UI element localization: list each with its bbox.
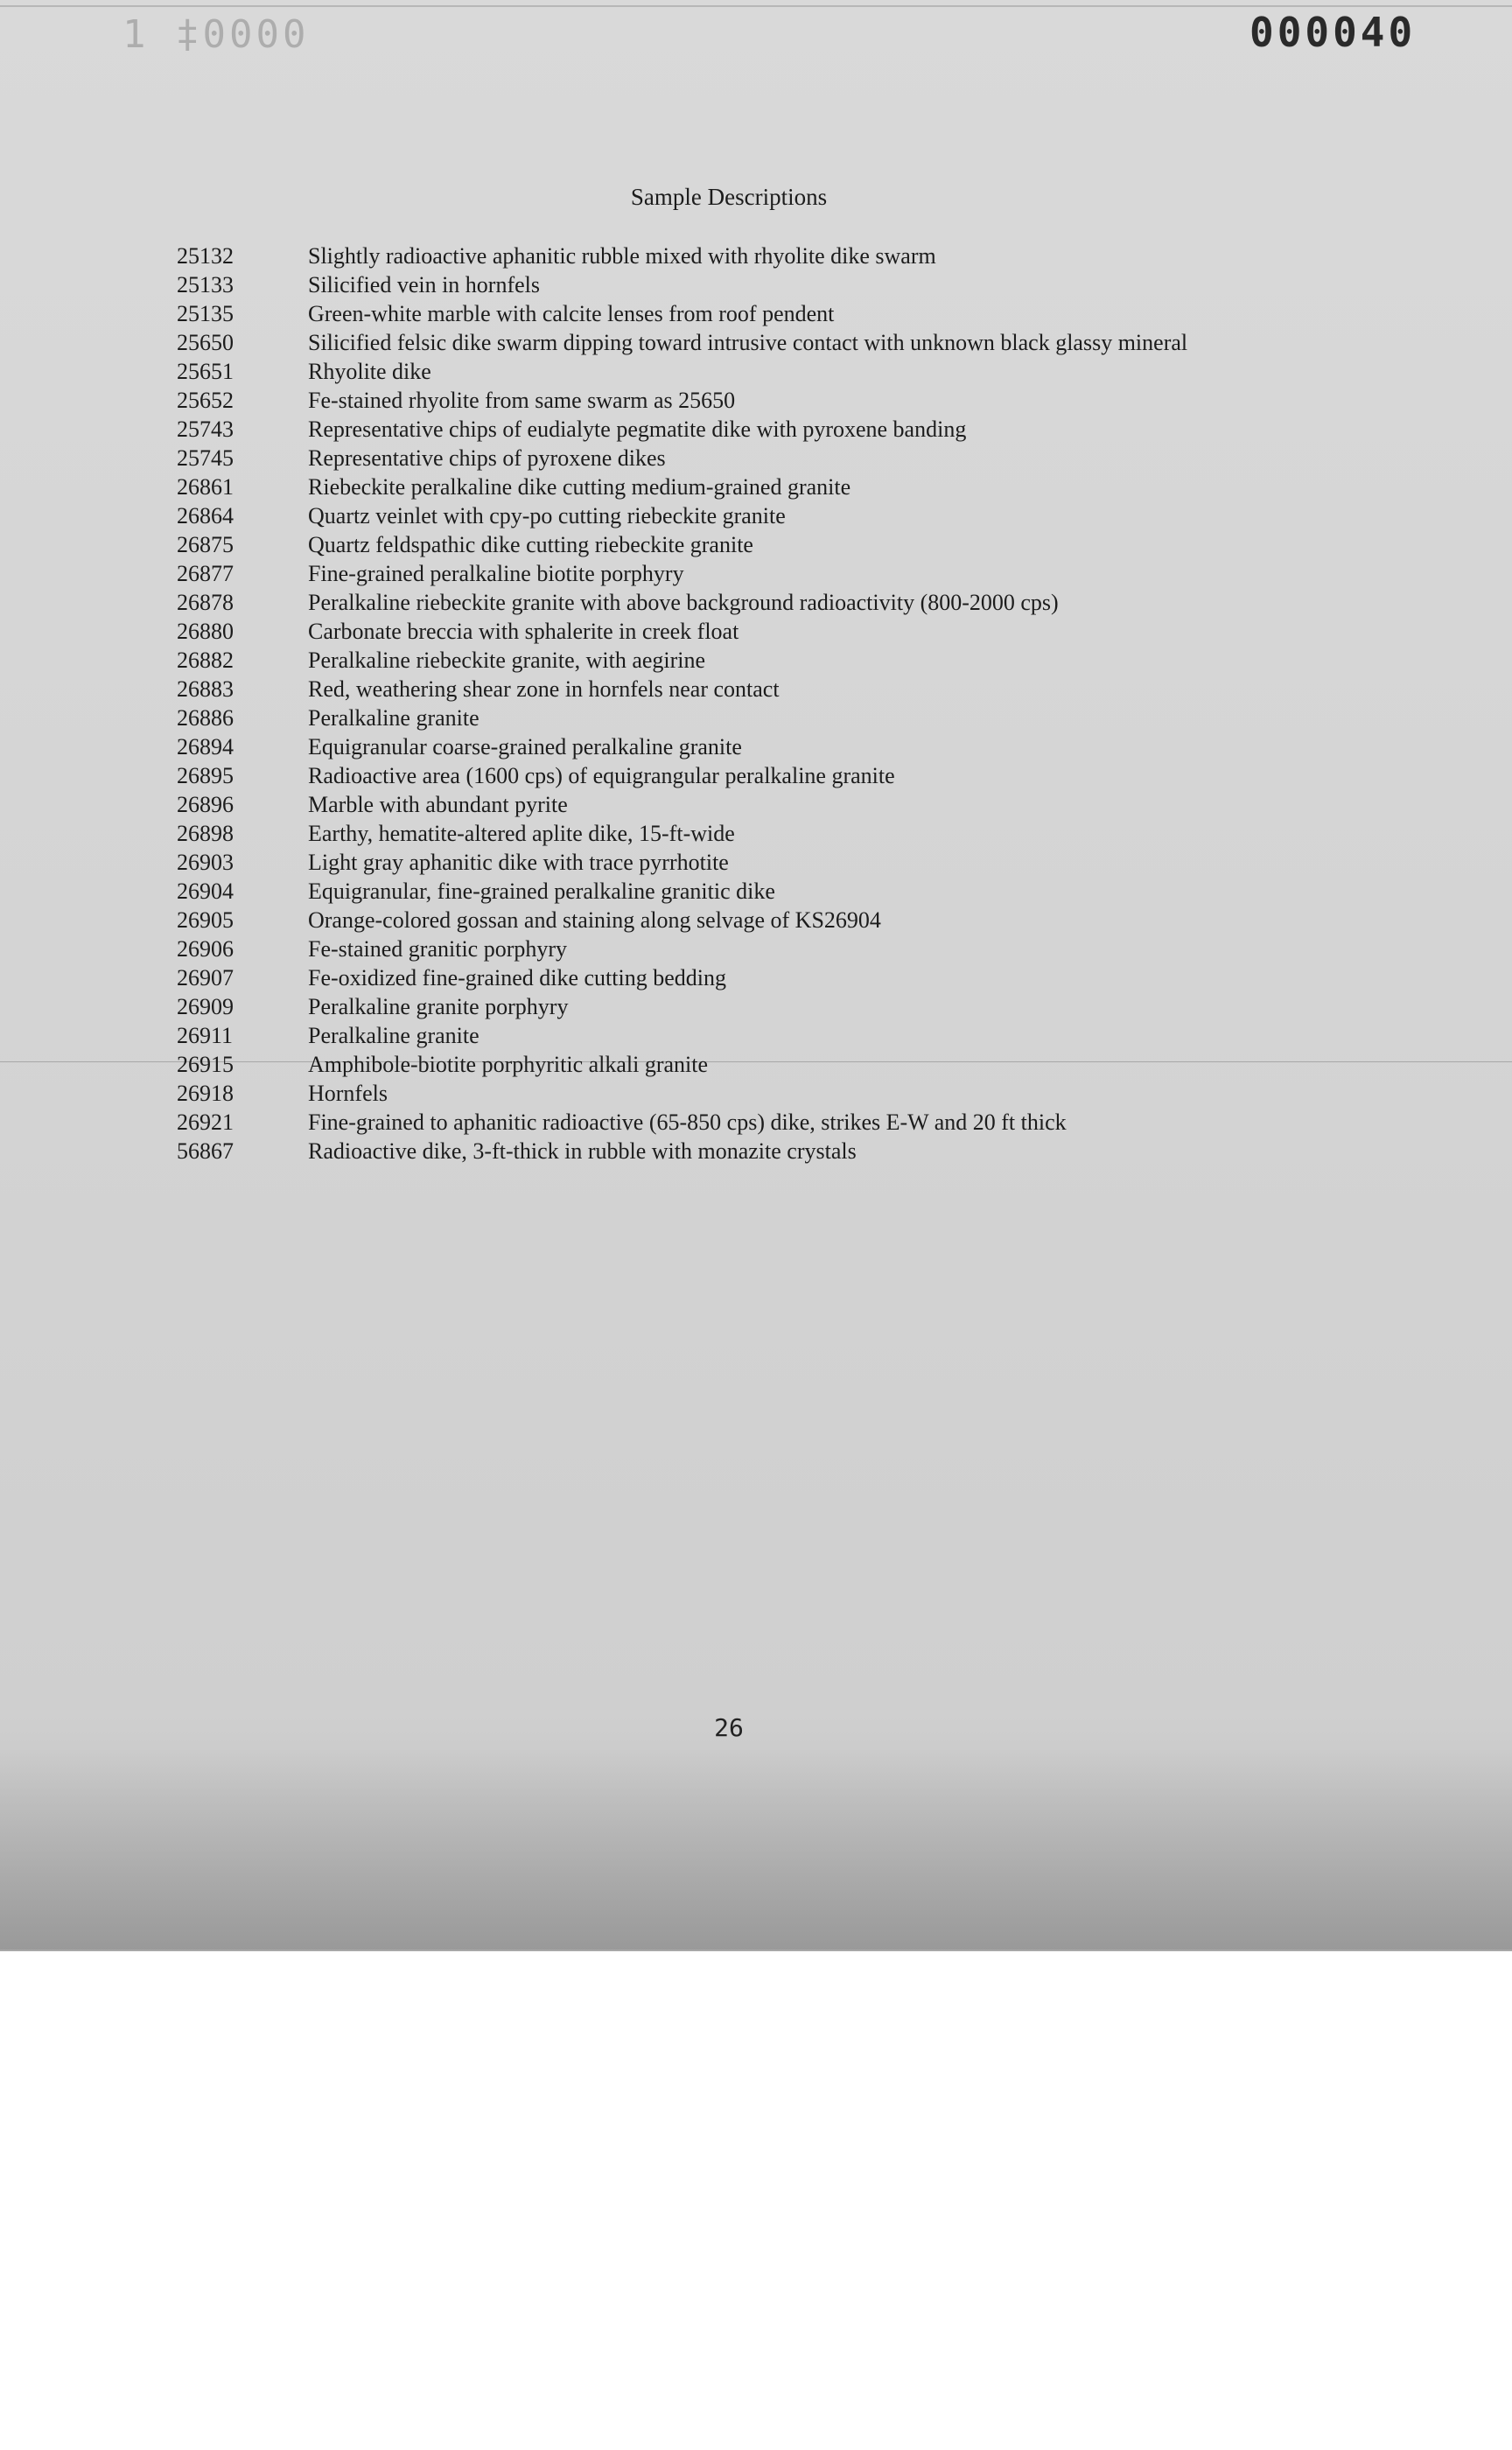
sample-description: Fe-oxidized fine-grained dike cutting bedding <box>308 964 726 990</box>
sample-description: Peralkaline granite <box>308 1022 480 1048</box>
sample-row <box>177 704 1402 732</box>
sample-row <box>177 848 1402 877</box>
sample-row <box>177 415 1402 444</box>
sample-row <box>177 934 1402 963</box>
sample-row <box>177 906 1402 934</box>
page-number: 26 <box>714 1713 744 1742</box>
sample-description: Peralkaline riebeckite granite, with aegirine <box>308 647 706 673</box>
sample-id: 26905 <box>177 906 234 933</box>
sample-description: Silicified felsic dike swarm dipping toward intrusive contact with unknown black glassy mineral <box>308 329 1188 355</box>
sample-description: Peralkaline granite <box>308 704 480 731</box>
sample-id: 26898 <box>177 820 234 846</box>
sample-list <box>177 242 1402 1166</box>
sample-description: Quartz feldspathic dike cutting riebeckite granite <box>308 531 753 557</box>
sample-id: 26861 <box>177 473 234 500</box>
sample-row <box>177 617 1402 646</box>
sample-row <box>177 501 1402 530</box>
sample-description: Fine-grained to aphanitic radioactive (65-850 cps) dike, strikes E-W and 20 ft thick <box>308 1109 1067 1135</box>
sample-description: Green-white marble with calcite lenses from roof pendent <box>308 300 835 326</box>
sample-row <box>177 357 1402 386</box>
sample-id: 26880 <box>177 618 234 644</box>
sample-row <box>177 386 1402 415</box>
sample-description: Representative chips of pyroxene dikes <box>308 444 666 471</box>
sample-description: Riebeckite peralkaline dike cutting medium-grained granite <box>308 473 851 500</box>
sample-id: 26894 <box>177 733 234 760</box>
sample-row <box>177 530 1402 559</box>
sample-id: 25650 <box>177 329 234 355</box>
sample-description: Rhyolite dike <box>308 358 431 384</box>
sample-id: 26878 <box>177 589 234 615</box>
sample-description: Quartz veinlet with cpy-po cutting riebeckite granite <box>308 502 786 528</box>
sample-id: 26906 <box>177 935 234 962</box>
sample-row <box>177 992 1402 1021</box>
sample-description: Light gray aphanitic dike with trace pyrrhotite <box>308 849 729 875</box>
sample-description: Equigranular coarse-grained peralkaline granite <box>308 733 742 760</box>
sample-description: Amphibole-biotite porphyritic alkali granite <box>308 1051 709 1077</box>
document-title: Sample Descriptions <box>630 184 828 210</box>
scan-shadow-band <box>0 1748 1512 1950</box>
sample-description: Red, weathering shear zone in hornfels near contact <box>308 676 780 702</box>
sample-id: 26877 <box>177 560 234 586</box>
sample-id: 26875 <box>177 531 234 557</box>
sample-description: Earthy, hematite-altered aplite dike, 15-ft-wide <box>308 820 735 846</box>
sample-row <box>177 963 1402 992</box>
sample-description: Slightly radioactive aphanitic rubble mixed with rhyolite dike swarm <box>308 242 936 269</box>
sample-row <box>177 559 1402 588</box>
sample-row <box>177 790 1402 819</box>
sample-row <box>177 328 1402 357</box>
sample-id: 26895 <box>177 762 234 788</box>
sample-description: Peralkaline granite porphyry <box>308 993 569 1019</box>
sample-id: 25651 <box>177 358 234 384</box>
sample-row <box>177 1137 1402 1166</box>
sample-id: 26886 <box>177 704 234 731</box>
sample-row <box>177 675 1402 704</box>
sample-id: 25743 <box>177 416 234 442</box>
sample-description: Representative chips of eudialyte pegmatite dike with pyroxene banding <box>308 416 967 442</box>
faded-stamp-number: 1 ‡0000 <box>122 12 310 57</box>
sample-id: 26883 <box>177 676 234 702</box>
page-stamp-number: 000040 <box>1250 9 1417 56</box>
sample-row <box>177 819 1402 848</box>
sample-description: Radioactive area (1600 cps) of equigrangular peralkaline granite <box>308 762 895 788</box>
sample-row <box>177 761 1402 790</box>
sample-id: 26864 <box>177 502 234 528</box>
sample-description: Carbonate breccia with sphalerite in creek float <box>308 618 739 644</box>
sample-description: Peralkaline riebeckite granite with above background radioactivity (800-2000 cps) <box>308 589 1059 615</box>
sample-description: Marble with abundant pyrite <box>308 791 568 817</box>
sample-description: Fine-grained peralkaline biotite porphyry <box>308 560 684 586</box>
sample-id: 26911 <box>177 1022 234 1048</box>
sample-id: 26907 <box>177 964 234 990</box>
sample-description: Orange-colored gossan and staining along selvage of KS26904 <box>308 906 881 933</box>
sample-row <box>177 1108 1402 1137</box>
sample-row <box>177 588 1402 617</box>
sample-description: Hornfels <box>308 1080 388 1106</box>
sample-id: 25132 <box>177 242 234 269</box>
sample-id: 25133 <box>177 271 234 298</box>
sample-description: Fe-stained rhyolite from same swarm as 25650 <box>308 387 736 413</box>
sample-row <box>177 242 1402 270</box>
sample-row <box>177 444 1402 472</box>
sample-id: 25652 <box>177 387 234 413</box>
sample-row <box>177 299 1402 328</box>
sample-description: Silicified vein in hornfels <box>308 271 541 298</box>
sample-id: 56867 <box>177 1138 234 1164</box>
scan-edge-line <box>0 5 1512 7</box>
sample-id: 26915 <box>177 1051 234 1077</box>
sample-row <box>177 1079 1402 1108</box>
sample-id: 26904 <box>177 878 234 904</box>
sample-row <box>177 646 1402 675</box>
sample-row <box>177 472 1402 501</box>
sample-description: Equigranular, fine-grained peralkaline granitic dike <box>308 878 775 904</box>
sample-id: 26882 <box>177 647 234 673</box>
sample-id: 26909 <box>177 993 234 1019</box>
sample-id: 26918 <box>177 1080 234 1106</box>
sample-row <box>177 1050 1402 1079</box>
sample-row <box>177 877 1402 906</box>
sample-row <box>177 1021 1402 1050</box>
sample-id: 25745 <box>177 444 234 471</box>
sample-description: Fe-stained granitic porphyry <box>308 935 568 962</box>
sample-id: 26903 <box>177 849 234 875</box>
sample-row <box>177 270 1402 299</box>
sample-id: 26921 <box>177 1109 234 1135</box>
sample-id: 25135 <box>177 300 234 326</box>
sample-id: 26896 <box>177 791 234 817</box>
sample-description: Radioactive dike, 3-ft-thick in rubble with monazite crystals <box>308 1138 857 1164</box>
sample-row <box>177 732 1402 761</box>
